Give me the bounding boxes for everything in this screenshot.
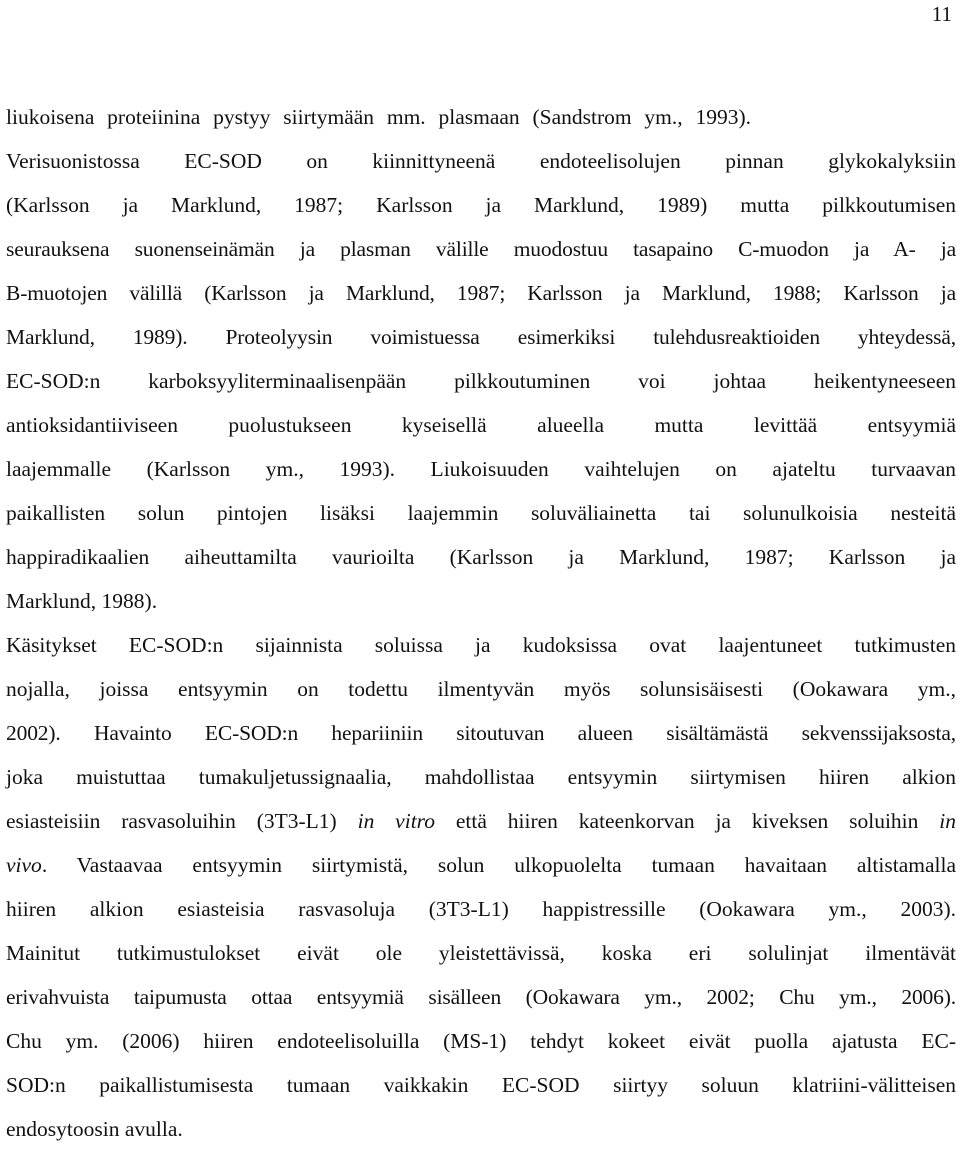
text-line: antioksidantiiviseen puolustukseen kyseisellä alueella mutta levittää entsyymiä xyxy=(6,413,956,437)
text-line: happiradikaalien aiheuttamilta vaurioilta (Karlsson ja Marklund, 1987; Karlsson ja xyxy=(6,545,956,569)
text-span: esiasteisiin rasvasoluihin (3T3-L1) xyxy=(6,809,358,833)
text-line: Marklund, 1989). Proteolyysin voimistuessa esimerkiksi tulehdusreaktioiden yhteydessä, xyxy=(6,325,956,349)
text-line: liukoisena proteiinina pystyy siirtymään mm. plasmaan (Sandstrom ym., 1993). xyxy=(6,105,751,129)
text-line: B-muotojen välillä (Karlsson ja Marklund, 1987; Karlsson ja Marklund, 1988; Karlsson ja xyxy=(6,281,956,305)
text-span: että hiiren kateenkorvan ja kiveksen soluihin xyxy=(435,809,940,833)
text-line: EC-SOD:n karboksyyliterminaalisenpään pilkkoutuminen voi johtaa heikentyneeseen xyxy=(6,369,956,393)
text-line: paikallisten solun pintojen lisäksi laajemmin soluväliainetta tai solunulkoisia nesteitä xyxy=(6,501,956,525)
text-line: nojalla, joissa entsyymin on todettu ilmentyvän myös solunsisäisesti (Ookawara ym., xyxy=(6,677,956,701)
text-line xyxy=(6,843,956,887)
text-span: . Vastaavaa entsyymin siirtymistä, solun ulkopuolelta tumaan havaitaan altistamalla xyxy=(41,853,956,877)
text-line: Verisuonistossa EC-SOD on kiinnittyneenä endoteelisolujen pinnan glykokalyksiin xyxy=(6,149,956,173)
text-line: hiiren alkion esiasteisia rasvasoluja (3T3-L1) happistressille (Ookawara ym., 2003). xyxy=(6,897,956,921)
italic-text: in xyxy=(939,809,956,833)
text-line: endosytoosin avulla. xyxy=(6,1117,183,1141)
body-text xyxy=(6,95,956,1151)
italic-text: vivo xyxy=(6,853,42,877)
text-line: seurauksena suonenseinämän ja plasman välille muodostuu tasapaino C-muodon ja A- ja xyxy=(6,237,956,261)
text-line: SOD:n paikallistumisesta tumaan vaikkakin EC-SOD siirtyy soluun klatriini-välitteisen xyxy=(6,1073,956,1097)
text-line: laajemmalle (Karlsson ym., 1993). Liukoisuuden vaihtelujen on ajateltu turvaavan xyxy=(6,457,956,481)
text-line: erivahvuista taipumusta ottaa entsyymiä sisälleen (Ookawara ym., 2002; Chu ym., 2006). xyxy=(6,985,956,1009)
text-line xyxy=(6,799,956,843)
text-line: Mainitut tutkimustulokset eivät ole yleistettävissä, koska eri solulinjat ilmentävät xyxy=(6,941,956,965)
text-line: Käsitykset EC-SOD:n sijainnista soluissa ja kudoksissa ovat laajentuneet tutkimusten xyxy=(6,633,956,657)
text-line: 2002). Havainto EC-SOD:n hepariiniin sitoutuvan alueen sisältämästä sekvenssijaksosta, xyxy=(6,721,956,745)
text-line: joka muistuttaa tumakuljetussignaalia, mahdollistaa entsyymin siirtymisen hiiren alkion xyxy=(6,765,956,789)
text-line: (Karlsson ja Marklund, 1987; Karlsson ja Marklund, 1989) mutta pilkkoutumisen xyxy=(6,193,956,217)
text-line: Chu ym. (2006) hiiren endoteelisoluilla (MS-1) tehdyt kokeet eivät puolla ajatusta EC- xyxy=(6,1029,956,1053)
text-line: Marklund, 1988). xyxy=(6,589,158,613)
page-number: 11 xyxy=(931,2,952,26)
italic-text: in vitro xyxy=(357,809,435,833)
